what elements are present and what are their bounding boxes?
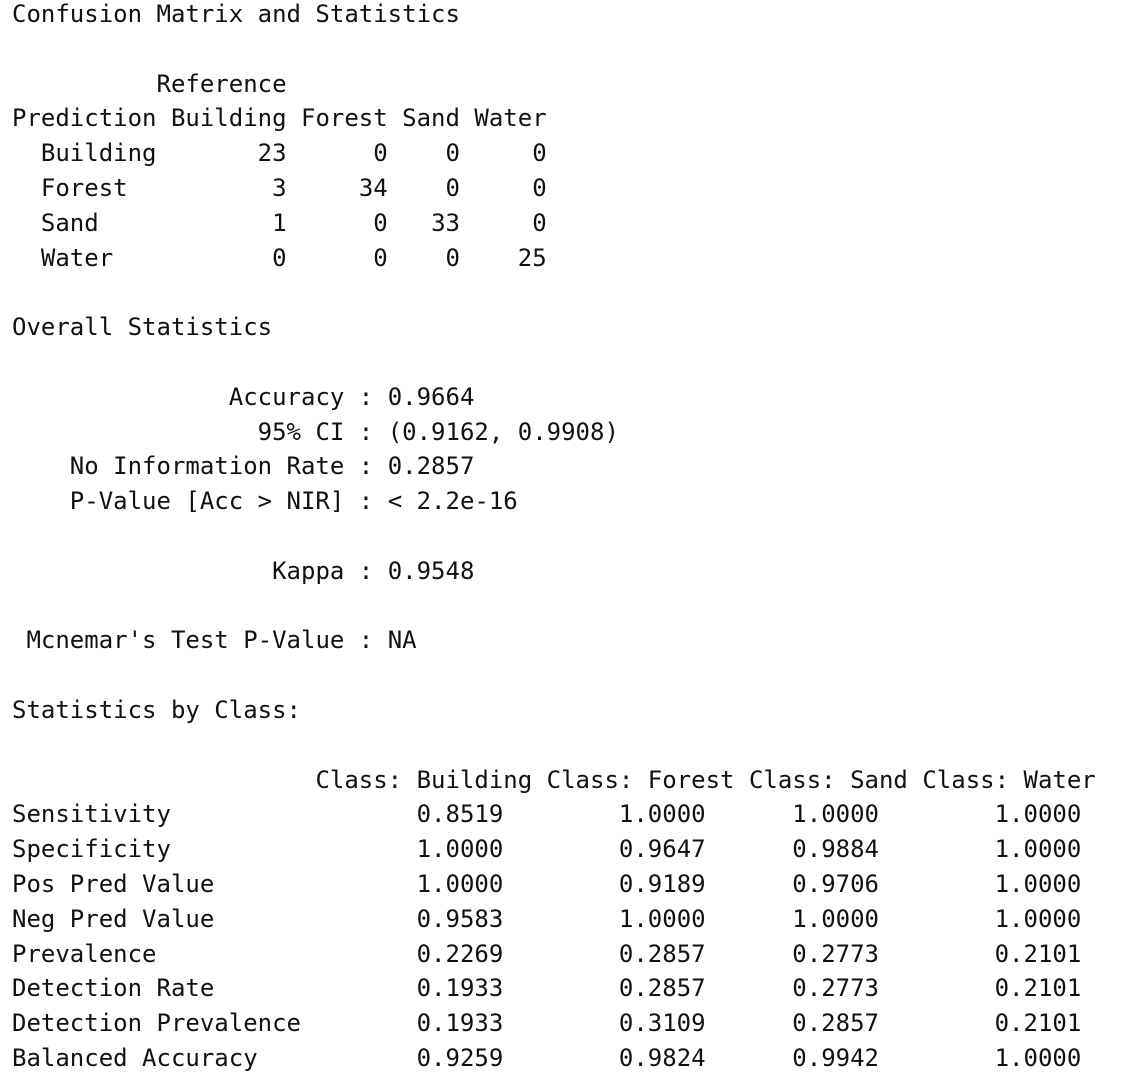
cell: 0 <box>532 208 547 237</box>
cell: 0.2857 <box>618 939 706 968</box>
cell: 33 <box>431 208 460 237</box>
overall-heading: Overall Statistics <box>12 313 273 342</box>
row-label: Sand <box>40 208 99 237</box>
row-label: Water <box>40 243 114 272</box>
title: Confusion Matrix and Statistics <box>12 0 460 28</box>
reference-line <box>12 67 1096 102</box>
row-label: Balanced Accuracy <box>12 1043 258 1072</box>
confusion-row <box>12 136 1096 171</box>
cell: 0.2773 <box>792 939 879 968</box>
cell: 0 <box>272 243 287 272</box>
col-header-water: Water <box>474 104 547 133</box>
stat-value: 0.2857 <box>387 452 475 481</box>
reference-label: Reference <box>156 69 287 98</box>
stat-value: 0.9548 <box>387 556 475 585</box>
cell: 1.0000 <box>618 904 706 933</box>
stat-mcnemar: Mcnemar's Test P-Value : NA <box>26 626 417 655</box>
class-header-sand: Class: Sand <box>748 765 908 794</box>
stat-accuracy: Accuracy : 0.9664 <box>228 382 475 411</box>
cell: 1.0000 <box>994 800 1082 829</box>
stat-value: < 2.2e-16 <box>387 487 518 516</box>
stats-row <box>12 867 1096 902</box>
cell: 0.8519 <box>416 800 504 829</box>
cell: 1.0000 <box>994 835 1082 864</box>
cell: 0.2101 <box>994 939 1082 968</box>
cell: 23 <box>257 139 287 168</box>
row-label: Neg Pred Value <box>12 904 215 933</box>
col-header-forest: Forest <box>301 104 388 133</box>
row-label: Specificity <box>12 835 171 864</box>
row-label: Forest <box>40 173 128 202</box>
cell: 0.2101 <box>994 1009 1082 1038</box>
stat-label: No Information Rate <box>69 452 345 481</box>
cell: 0 <box>445 173 460 202</box>
cell: 0 <box>445 139 460 168</box>
stats-row <box>12 902 1096 937</box>
cell: 1 <box>272 208 287 237</box>
cell: 0.9706 <box>792 869 879 898</box>
confusion-row <box>12 206 1096 241</box>
row-label: Building <box>40 139 157 168</box>
cell: 0.2101 <box>994 974 1082 1003</box>
title-line <box>12 0 1096 32</box>
stat-label: 95% CI <box>257 417 345 446</box>
cell: 1.0000 <box>994 1043 1082 1072</box>
cell: 1.0000 <box>994 869 1082 898</box>
cell: 0.9583 <box>416 904 504 933</box>
cell: 0.9647 <box>618 835 706 864</box>
overall-heading-line <box>12 310 1096 345</box>
cell: 0.1933 <box>416 974 504 1003</box>
cell: 34 <box>358 173 388 202</box>
cell: 0 <box>445 243 460 272</box>
cell: 0.9259 <box>416 1043 504 1072</box>
stat-label: P-Value [Acc > NIR] <box>69 487 345 516</box>
by-class-heading-line <box>12 693 1096 728</box>
console-output <box>12 0 1096 1076</box>
stats-row <box>12 1006 1096 1041</box>
stats-row <box>12 797 1096 832</box>
stats-row <box>12 832 1096 867</box>
by-class-heading: Statistics by Class: <box>12 695 301 724</box>
cell: 25 <box>517 243 547 272</box>
stat-kappa: Kappa : 0.9548 <box>272 556 475 585</box>
row-label: Detection Prevalence <box>12 1009 301 1038</box>
row-label: Detection Rate <box>12 974 215 1003</box>
confusion-row <box>12 241 1096 276</box>
col-header-building: Building <box>170 104 287 133</box>
cell: 1.0000 <box>792 904 879 933</box>
class-header-forest: Class: Forest <box>546 765 735 794</box>
cell: 1.0000 <box>416 869 504 898</box>
row-label: Pos Pred Value <box>12 869 215 898</box>
row-label: Prevalence <box>12 939 157 968</box>
cell: 0.9824 <box>618 1043 706 1072</box>
cell: 0.3109 <box>618 1009 706 1038</box>
confusion-header-row <box>12 101 1096 136</box>
stat-value: (0.9162, 0.9908) <box>387 417 619 446</box>
class-header-water: Class: Water <box>922 765 1096 794</box>
stat-pvalue: P-Value [Acc > NIR] : < 2.2e-16 <box>69 487 518 516</box>
cell: 0 <box>532 173 547 202</box>
cell: 0.9942 <box>792 1043 879 1072</box>
stat-value: NA <box>387 626 417 655</box>
prediction-label: Prediction <box>12 104 157 133</box>
cell: 0.2857 <box>618 974 706 1003</box>
stat-label: Kappa <box>272 556 345 585</box>
cell: 0 <box>373 208 388 237</box>
stat-label: Accuracy <box>228 382 345 411</box>
stat-nir: No Information Rate : 0.2857 <box>69 452 475 481</box>
stats-row <box>12 1041 1096 1076</box>
cell: 0.2857 <box>792 1009 879 1038</box>
cell: 0.2269 <box>416 939 504 968</box>
cell: 0.9884 <box>792 835 879 864</box>
col-header-sand: Sand <box>402 104 460 133</box>
cell: 0.2773 <box>792 974 879 1003</box>
stat-value: 0.9664 <box>387 382 475 411</box>
stats-row <box>12 937 1096 972</box>
cell: 1.0000 <box>994 904 1082 933</box>
stat-label: Mcnemar's Test P-Value <box>26 626 345 655</box>
cell: 3 <box>272 173 287 202</box>
confusion-row <box>12 171 1096 206</box>
cell: 0.1933 <box>416 1009 504 1038</box>
cell: 0 <box>373 243 388 272</box>
stat-ci: 95% CI : (0.9162, 0.9908) <box>257 417 619 446</box>
cell: 1.0000 <box>416 835 504 864</box>
cell: 0 <box>532 139 547 168</box>
class-header-building: Class: Building <box>315 765 533 794</box>
cell: 1.0000 <box>618 800 706 829</box>
cell: 0.9189 <box>618 869 706 898</box>
stats-row <box>12 971 1096 1006</box>
cell: 0 <box>373 139 388 168</box>
row-label: Sensitivity <box>12 800 171 829</box>
by-class-header-row <box>12 763 1096 798</box>
cell: 1.0000 <box>792 800 879 829</box>
